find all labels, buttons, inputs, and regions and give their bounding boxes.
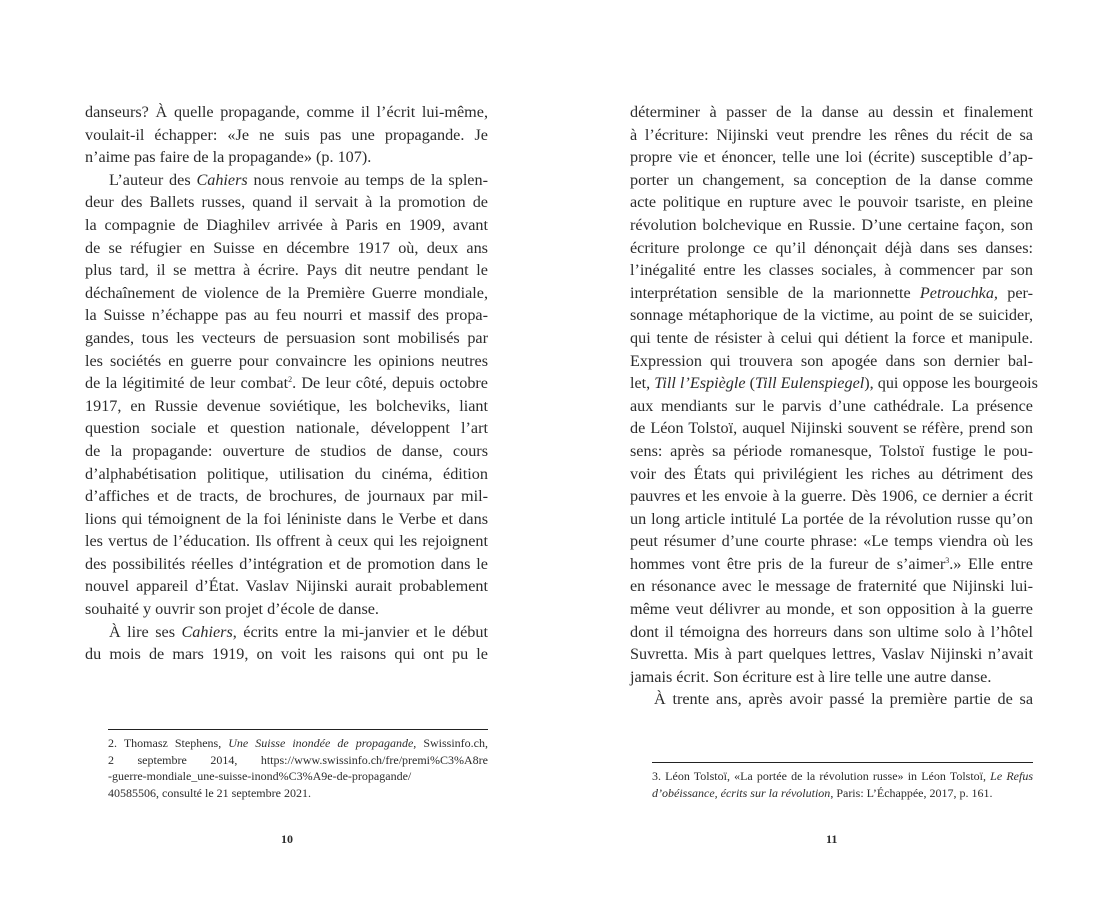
right-page <box>559 0 1118 904</box>
text-line <box>85 530 488 553</box>
text-line <box>630 304 1033 327</box>
text-run: lions qui témoignent de la foi léniniste dans le Verbe et dans <box>85 509 488 528</box>
text-line <box>630 214 1033 237</box>
text-line <box>630 463 1033 486</box>
text-run: de la propagande: ouverture de studios de danse, cours <box>85 441 488 460</box>
text-run: nous renvoie au temps de la splen- <box>247 170 488 189</box>
text-run: souhaité y ouvrir son projet d’école de danse. <box>85 600 379 619</box>
text-line <box>85 101 488 124</box>
paragraph <box>85 101 488 169</box>
text-line <box>85 237 488 260</box>
text-line <box>85 259 488 282</box>
text-run: -guerre-mondiale_une-suisse-inond%C3%A9e-de-propagande/ <box>108 769 412 783</box>
text-line <box>85 327 488 350</box>
text-run: 1917, en Russie devenue soviétique, les bolcheviks, liant <box>85 396 488 415</box>
text-run: l’inégalité entre les classes sociales, à commencer par son <box>630 261 1033 280</box>
text-run: qui tente de résister à celui qui détient la force et manipule. <box>630 328 1033 347</box>
text-line <box>630 124 1033 147</box>
italic-title: d’obéissance, écrits sur la révolution <box>652 785 831 800</box>
text-run: peut résumer d’une courte phrase: «Le temps viendra où les <box>630 532 1033 551</box>
text-line <box>85 553 488 576</box>
text-run: déterminer à passer de la danse au dessin et finalement <box>630 103 1033 121</box>
text-line <box>85 395 488 418</box>
text-run: voir des États qui privilégient les riches au détriment des <box>630 464 1033 483</box>
footnote-marker: 2 <box>288 375 293 385</box>
italic-title: Till Eulenspiegel <box>755 374 865 393</box>
text-line <box>630 372 1038 395</box>
text-run: pauvres et les envoie à la guerre. Dès 1906, ce dernier a écrit <box>630 487 1033 506</box>
text-line <box>630 169 1033 192</box>
text-line <box>85 508 488 531</box>
text-line <box>630 508 1033 531</box>
text-run: ( <box>745 374 755 393</box>
text-run: révolution bolchevique en Russie. D’une certaine façon, son <box>630 215 1033 234</box>
text-line <box>108 735 488 752</box>
paragraph <box>85 169 488 621</box>
text-run: let, <box>630 374 655 393</box>
text-run: même veut délivrer au monde, et son opposition à la guerre <box>630 600 1033 619</box>
left-body-text <box>85 101 488 666</box>
text-run: interprétation sensible de la marionnette <box>630 283 920 302</box>
text-run: un long article intitulé La portée de la révolution russe qu’on <box>630 509 1033 528</box>
text-run: de la légitimité de leur combat <box>85 374 289 393</box>
text-run: aux mendiants sur le parvis d’une cathédrale. La présence <box>630 396 1033 415</box>
text-line <box>85 169 488 192</box>
text-line <box>630 575 1033 598</box>
text-line <box>630 237 1033 260</box>
text-run: dont il témoigna des horreurs dans son ultime solo à l’hôtel <box>630 622 1033 641</box>
text-line <box>85 350 488 373</box>
text-run: porter un changement, sa conception de la danse comme <box>630 170 1033 189</box>
text-line <box>85 214 488 237</box>
text-line <box>85 463 488 486</box>
text-run: les vertus de l’éducation. Ils offrent à ceux qui les rejoignent <box>85 532 488 551</box>
text-line <box>85 372 488 395</box>
italic-title: Le Refus <box>990 769 1033 783</box>
text-line <box>85 440 488 463</box>
text-line <box>85 282 488 305</box>
paragraph <box>630 688 1033 711</box>
text-line <box>85 191 488 214</box>
page-number: 11 <box>826 832 838 846</box>
italic-title: Petrouchka, <box>919 283 998 302</box>
text-line <box>85 485 488 508</box>
text-run: 2. Thomasz Stephens, <box>108 736 229 750</box>
text-run: de se réfugier en Suisse en décembre 1917 où, deux ans <box>85 238 488 257</box>
text-run: À trente ans, après avoir passé la première partie de sa <box>654 690 1033 709</box>
text-run: plus tard, il se mettra à écrire. Pays dit neutre pendant le <box>85 261 488 280</box>
text-run: deur des Ballets russes, quand il servait à la promotion de <box>85 193 488 212</box>
text-line <box>108 752 488 769</box>
text-line <box>630 688 1033 711</box>
text-run: .» Elle entre <box>949 554 1033 573</box>
text-line <box>85 124 488 147</box>
text-line <box>630 530 1033 553</box>
text-run: à l’écriture: Nijinski veut prendre les rênes du récit de sa <box>630 125 1033 144</box>
text-run: . De leur côté, depuis octobre <box>292 374 488 393</box>
text-line <box>630 350 1033 373</box>
footnote-3 <box>652 768 1033 801</box>
text-line <box>85 621 488 644</box>
text-line <box>630 666 1033 689</box>
text-run: jamais écrit. Son écriture est à lire telle une autre danse. <box>630 667 992 686</box>
footnote-rule <box>108 729 488 730</box>
text-run: ), qui oppose les bourgeois <box>864 374 1038 393</box>
text-line <box>630 327 1033 350</box>
page-number: 10 <box>281 832 293 846</box>
text-run: nouvel appareil d’État. Vaslav Nijinski aurait probablement <box>85 577 488 596</box>
paragraph <box>85 621 488 666</box>
text-run: en résonance avec le message de fraternité que Nijinski lui- <box>630 577 1033 596</box>
right-body-text <box>630 101 1038 711</box>
text-run: question sociale et question nationale, développent l’art <box>85 419 488 438</box>
text-run: Expression qui trouvera son apogée dans son dernier bal- <box>630 351 1033 370</box>
text-run: Suvretta. Mis à part quelques lettres, Vaslav Nijinski n’avait <box>630 645 1033 664</box>
text-run: propre vie et énoncer, telle une loi (écrite) susceptible d’ap- <box>630 148 1033 167</box>
text-line <box>85 575 488 598</box>
text-run: voulait-il échapper: «Je ne suis pas une propagande. Je <box>85 125 488 144</box>
text-line <box>85 598 488 621</box>
text-run: danseurs? À quelle propagande, comme il l’écrit lui-même, <box>85 103 488 121</box>
italic-title: Une Suisse inondée de propagande <box>228 736 414 750</box>
paragraph <box>630 101 1038 688</box>
text-run: 2 septembre 2014, https://www.swissinfo.ch/fre/premi%C3%A8re <box>108 752 488 767</box>
text-run: n’aime pas faire de la propagande» (p. 107). <box>85 148 372 167</box>
text-run: , écrits entre la mi-janvier et le début <box>232 622 488 641</box>
text-run: sonnage métaphorique de la victime, au point de se suicider, <box>630 306 1033 325</box>
text-run: déchaînement de violence de la Première Guerre mondiale, <box>85 283 488 302</box>
text-run: du mois de mars 1919, on voit les raisons qui ont pu le <box>85 645 488 664</box>
text-line <box>85 146 488 169</box>
text-run: , Paris: L’Échappée, 2017, p. 161. <box>830 785 993 800</box>
text-line <box>630 643 1033 666</box>
text-run: la compagnie de Diaghilev arrivée à Paris en 1909, avant <box>85 215 488 234</box>
text-line <box>630 598 1033 621</box>
text-line <box>630 282 1033 305</box>
text-run: 3. Léon Tolstoï, «La portée de la révolution russe» in Léon Tolstoï, <box>652 769 991 783</box>
text-line <box>652 768 1033 785</box>
text-line <box>630 553 1033 576</box>
text-run: d’affiches et de tracts, de brochures, de journaux par mil- <box>85 487 488 506</box>
italic-title: Cahiers <box>181 622 233 641</box>
text-line <box>630 395 1033 418</box>
text-line <box>630 417 1033 440</box>
text-run: hommes vont être pris de la fureur de s’aimer <box>630 554 946 573</box>
text-line <box>652 785 1033 802</box>
text-run: la Suisse n’échappe pas au feu nourri et massif des propa- <box>85 306 488 325</box>
text-line <box>630 621 1033 644</box>
text-line <box>630 191 1033 214</box>
text-run: d’alphabétisation politique, utilisation du cinéma, édition <box>85 464 488 483</box>
text-run: per- <box>997 283 1033 302</box>
text-line <box>85 417 488 440</box>
text-run: À lire ses <box>109 622 182 641</box>
text-line <box>630 146 1033 169</box>
text-run: , Swissinfo.ch, <box>413 736 488 750</box>
italic-title: Till l’Espiègle <box>654 374 746 393</box>
text-run: écriture prolonge ce qu’il dénonçait déjà dans ses danses: <box>630 238 1033 257</box>
text-line <box>630 259 1033 282</box>
text-run: gandes, tous les vecteurs de persuasion sont mobilisés par <box>85 328 488 347</box>
footnote-rule <box>652 762 1033 763</box>
text-line <box>108 768 488 785</box>
text-line <box>630 440 1033 463</box>
text-run: acte politique en rupture avec le pouvoir tsariste, en pleine <box>630 193 1033 212</box>
text-line <box>630 485 1033 508</box>
text-run: de Léon Tolstoï, auquel Nijinski souvent se réfère, prend son <box>630 419 1033 438</box>
text-run: des possibilités réelles d’intégration et de promotion dans le <box>85 554 488 573</box>
text-line <box>630 101 1033 124</box>
text-line <box>108 785 488 802</box>
text-run: L’auteur des <box>109 170 197 189</box>
text-run: les sociétés en guerre pour convaincre les opinions neutres <box>85 351 488 370</box>
text-line <box>85 643 488 666</box>
text-run: sens: après sa période romanesque, Tolstoï fustige le pou- <box>630 441 1033 460</box>
footnote-marker: 3 <box>945 555 950 565</box>
text-run: 40585506, consulté le 21 septembre 2021. <box>108 785 311 800</box>
footnote-2 <box>108 735 488 801</box>
italic-title: Cahiers <box>196 170 248 189</box>
text-line <box>85 304 488 327</box>
